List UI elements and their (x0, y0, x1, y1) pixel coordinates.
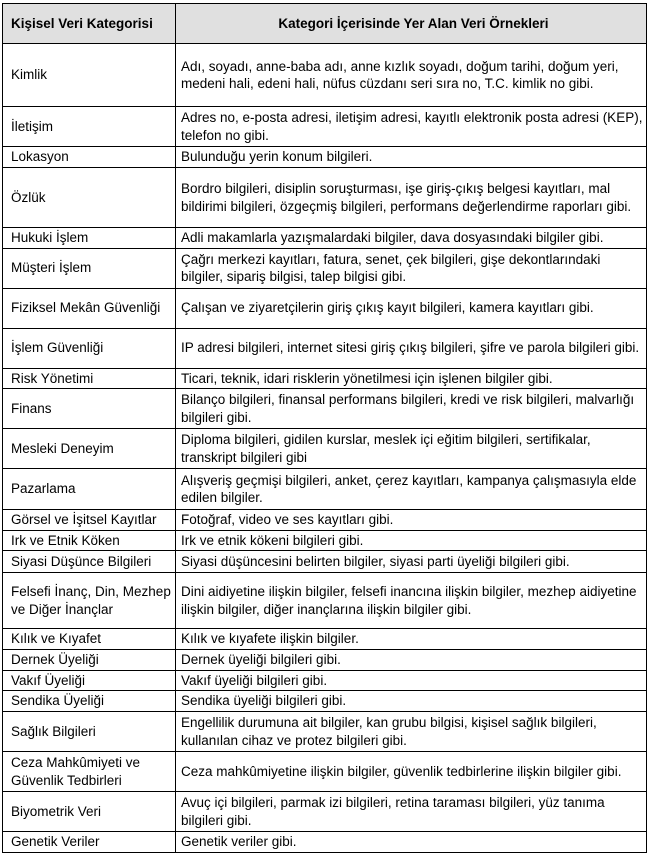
category-cell: Sağlık Bilgileri (3, 712, 176, 752)
table-row (3, 368, 647, 389)
examples-cell: Diploma bilgileri, gidilen kurslar, meslek içi eğitim bilgileri, sertifikalar, transkript bilgileri gibi (176, 429, 647, 469)
category-cell: Dernek Üyeliği (3, 650, 176, 671)
examples-cell: Sendika üyeliği bilgileri gibi. (176, 691, 647, 712)
examples-cell: IP adresi bilgileri, internet sitesi giriş çıkış bilgileri, şifre ve parola bilgileri gibi. (176, 328, 647, 368)
examples-cell: Bordro bilgileri, disiplin soruşturması, işe giriş-çıkış belgesi kayıtları, mal bildirimi bilgileri, özgeçmiş bilgileri, performans değerlendirme raporları gibi. (176, 168, 647, 228)
category-cell: Sendika Üyeliği (3, 691, 176, 712)
table-row (3, 670, 647, 691)
table-row (3, 691, 647, 712)
examples-cell: Fotoğraf, video ve ses kayıtları gibi. (176, 510, 647, 531)
table-row (3, 752, 647, 792)
table-row (3, 147, 647, 168)
table-body (3, 44, 647, 853)
examples-cell: Bilanço bilgileri, finansal performans bilgileri, kredi ve risk bilgileri, malvarlığı bilgileri gibi. (176, 389, 647, 429)
table-row (3, 429, 647, 469)
table-row (3, 228, 647, 249)
category-cell: Müşteri İşlem (3, 248, 176, 288)
examples-cell: Dernek üyeliği bilgileri gibi. (176, 650, 647, 671)
category-cell: Kılık ve Kıyafet (3, 629, 176, 650)
table-row (3, 832, 647, 853)
examples-cell: Dini aidiyetine ilişkin bilgiler, felsefi inancına ilişkin bilgiler, mezhep aidiyetine ilişkin bilgiler, diğer inançlarına ilişkin bilgiler gibi. (176, 573, 647, 629)
examples-cell: Ticari, teknik, idari risklerin yönetilmesi için işlenen bilgiler gibi. (176, 368, 647, 389)
examples-cell: Çalışan ve ziyaretçilerin giriş çıkış kayıt bilgileri, kamera kayıtları gibi. (176, 288, 647, 328)
examples-cell: Ceza mahkûmiyetine ilişkin bilgiler, güvenlik tedbirlerine ilişkin bilgiler gibi. (176, 752, 647, 792)
category-cell: Biyometrik Veri (3, 792, 176, 832)
header-category: Kişisel Veri Kategorisi (3, 4, 176, 44)
category-cell: Vakıf Üyeliği (3, 670, 176, 691)
category-cell: Kimlik (3, 44, 176, 107)
examples-cell: Adı, soyadı, anne-baba adı, anne kızlık soyadı, doğum tarihi, doğum yeri, medeni hali, edeni hali, nüfus cüzdanı seri sıra no, T.C. kimlik no gibi. (176, 44, 647, 107)
category-cell: Irk ve Etnik Köken (3, 530, 176, 551)
examples-cell: Avuç içi bilgileri, parmak izi bilgileri, retina taraması bilgileri, yüz tanıma bilgileri gibi. (176, 792, 647, 832)
examples-cell: Alışveriş geçmişi bilgileri, anket, çerez kayıtları, kampanya çalışmasıyla elde edilen bilgiler. (176, 469, 647, 510)
personal-data-categories-table (2, 3, 647, 853)
examples-cell: Bulunduğu yerin konum bilgileri. (176, 147, 647, 168)
examples-cell: Kılık ve kıyafete ilişkin bilgiler. (176, 629, 647, 650)
category-cell: Hukuki İşlem (3, 228, 176, 249)
table-row (3, 288, 647, 328)
table-row (3, 107, 647, 147)
table-row (3, 469, 647, 510)
category-cell: İşlem Güvenliği (3, 328, 176, 368)
examples-cell: Vakıf üyeliği bilgileri gibi. (176, 670, 647, 691)
table-row (3, 389, 647, 429)
table-row (3, 328, 647, 368)
category-cell: İletişim (3, 107, 176, 147)
category-cell: Finans (3, 389, 176, 429)
table-row (3, 510, 647, 531)
category-cell: Risk Yönetimi (3, 368, 176, 389)
table-row (3, 629, 647, 650)
examples-cell: Engellilik durumuna ait bilgiler, kan grubu bilgisi, kişisel sağlık bilgileri, kullanılan cihaz ve protez bilgileri gibi. (176, 712, 647, 752)
table-row (3, 792, 647, 832)
examples-cell: Irk ve etnik kökeni bilgileri gibi. (176, 530, 647, 551)
header-row (3, 4, 647, 44)
category-cell: Genetik Veriler (3, 832, 176, 853)
table-row (3, 44, 647, 107)
category-cell: Felsefi İnanç, Din, Mezhep ve Diğer İnançlar (3, 573, 176, 629)
table-row (3, 248, 647, 288)
category-cell: Siyasi Düşünce Bilgileri (3, 551, 176, 573)
header-examples: Kategori İçerisinde Yer Alan Veri Örnekleri (176, 4, 647, 44)
examples-cell: Çağrı merkezi kayıtları, fatura, senet, çek bilgileri, gişe dekontlarındaki bilgiler, sipariş bilgisi, talep bilgisi gibi. (176, 248, 647, 288)
table-row (3, 650, 647, 671)
category-cell: Lokasyon (3, 147, 176, 168)
examples-cell: Adres no, e-posta adresi, iletişim adresi, kayıtlı elektronik posta adresi (KEP), telefon no gibi. (176, 107, 647, 147)
examples-cell: Genetik veriler gibi. (176, 832, 647, 853)
table-row (3, 530, 647, 551)
category-cell: Görsel ve İşitsel Kayıtlar (3, 510, 176, 531)
table-header (3, 4, 647, 44)
category-cell: Ceza Mahkûmiyeti ve Güvenlik Tedbirleri (3, 752, 176, 792)
category-cell: Fiziksel Mekân Güvenliği (3, 288, 176, 328)
examples-cell: Siyasi düşüncesini belirten bilgiler, siyasi parti üyeliği bilgileri gibi. (176, 551, 647, 573)
table-row (3, 551, 647, 573)
table-row (3, 168, 647, 228)
examples-cell: Adli makamlarla yazışmalardaki bilgiler, dava dosyasındaki bilgiler gibi. (176, 228, 647, 249)
category-cell: Mesleki Deneyim (3, 429, 176, 469)
category-cell: Özlük (3, 168, 176, 228)
category-cell: Pazarlama (3, 469, 176, 510)
table-row (3, 573, 647, 629)
table-row (3, 712, 647, 752)
